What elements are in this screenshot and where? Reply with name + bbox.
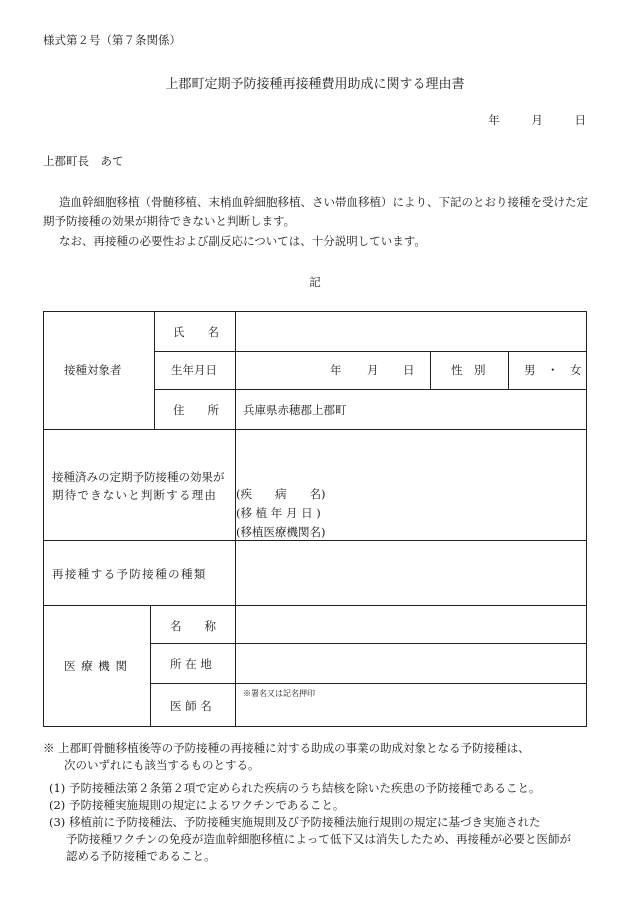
subject-label: 接種対象者: [64, 363, 122, 377]
sex-value: 男 ・ 女: [524, 363, 582, 377]
medical-name-label: 名 称: [170, 619, 216, 633]
reason-label-line-1: 接種済みの定期予防接種の効果が: [52, 470, 225, 484]
date-day: 日: [574, 113, 586, 127]
row-divider: [154, 389, 587, 390]
birth-month: 月: [367, 363, 379, 377]
condition-item-2: (2) 予防接種実施規則の規定によるワクチンであること。: [49, 798, 345, 812]
document-title: 上郡町定期予防接種再接種費用助成に関する理由書: [165, 77, 465, 92]
medical-location-label: 所 在 地: [170, 657, 212, 671]
col-divider: [430, 351, 431, 389]
date-year: 年: [488, 113, 500, 127]
doctor-label: 医 師 名: [170, 699, 212, 713]
condition-item-1: (1) 予防接種法第２条第２項で定められた疾病のうち結核を除いた疾患の予防接種であること。: [49, 781, 541, 795]
note-line-1: ※ 上郡町骨髄移植後等の予防接種の再接種に対する助成の事業の助成対象となる予防接種は、: [43, 741, 530, 755]
condition-item-3-line-2: 予防接種ワクチンの免疫が造血幹細胞移植によって低下又は消失したため、再接種が必要と医師が: [66, 832, 571, 846]
col-divider: [150, 605, 151, 727]
body-line-2: 期予防接種の効果が期待できないと判断します。: [43, 214, 296, 228]
form-number: 様式第２号（第７条関係）: [43, 33, 181, 47]
row-divider: [43, 429, 587, 430]
birth-year: 年: [330, 363, 342, 377]
condition-item-3-line-1: (3) 移植前に予防接種法、予防接種実施規則及び予防接種法施行規則の規定に基づき実施された: [49, 815, 541, 829]
addressee: 上郡町長 あて: [43, 154, 124, 168]
row-divider: [43, 605, 587, 606]
reason-label-line-2: 期待できないと判断する理由: [52, 488, 218, 502]
ki-heading: 記: [309, 275, 321, 289]
body-line-1: 造血幹細胞移植（骨髄移植、末梢血幹細胞移植、さい帯血移植）により、下記のとおり接種を受けた定: [59, 195, 588, 209]
transplant-facility-field: (移植医療機関名): [236, 525, 326, 539]
name-label: 氏 名: [173, 325, 219, 339]
body-line-3: なお、再接種の必要性および副反応については、十分説明しています。: [59, 234, 426, 248]
date-month: 月: [531, 113, 543, 127]
disease-field: (疾 病 名): [236, 487, 326, 501]
address-label: 住 所: [173, 403, 219, 417]
condition-item-3-line-3: 認める予防接種であること。: [66, 849, 216, 863]
date-line: [460, 112, 586, 128]
medical-label: 医 療 機 関: [64, 659, 128, 673]
col-divider: [154, 311, 155, 429]
address-value: 兵庫県赤穂郡上郡町: [243, 403, 347, 417]
note-line-2: 次のいずれにも該当するものとする。: [64, 758, 260, 772]
row-divider: [43, 540, 587, 541]
transplant-date-field: (移 植 年 月 日 ): [236, 506, 321, 520]
col-divider: [508, 351, 509, 389]
birth-day: 日: [403, 363, 415, 377]
row-divider: [150, 643, 587, 644]
doctor-note: ※署名又は記名押印: [243, 689, 315, 698]
birth-label: 生年月日: [171, 363, 217, 377]
row-divider: [154, 351, 587, 352]
revaccination-label: 再接種する予防接種の種類: [52, 567, 207, 581]
sex-label: 性 別: [451, 363, 486, 377]
row-divider: [150, 683, 587, 684]
